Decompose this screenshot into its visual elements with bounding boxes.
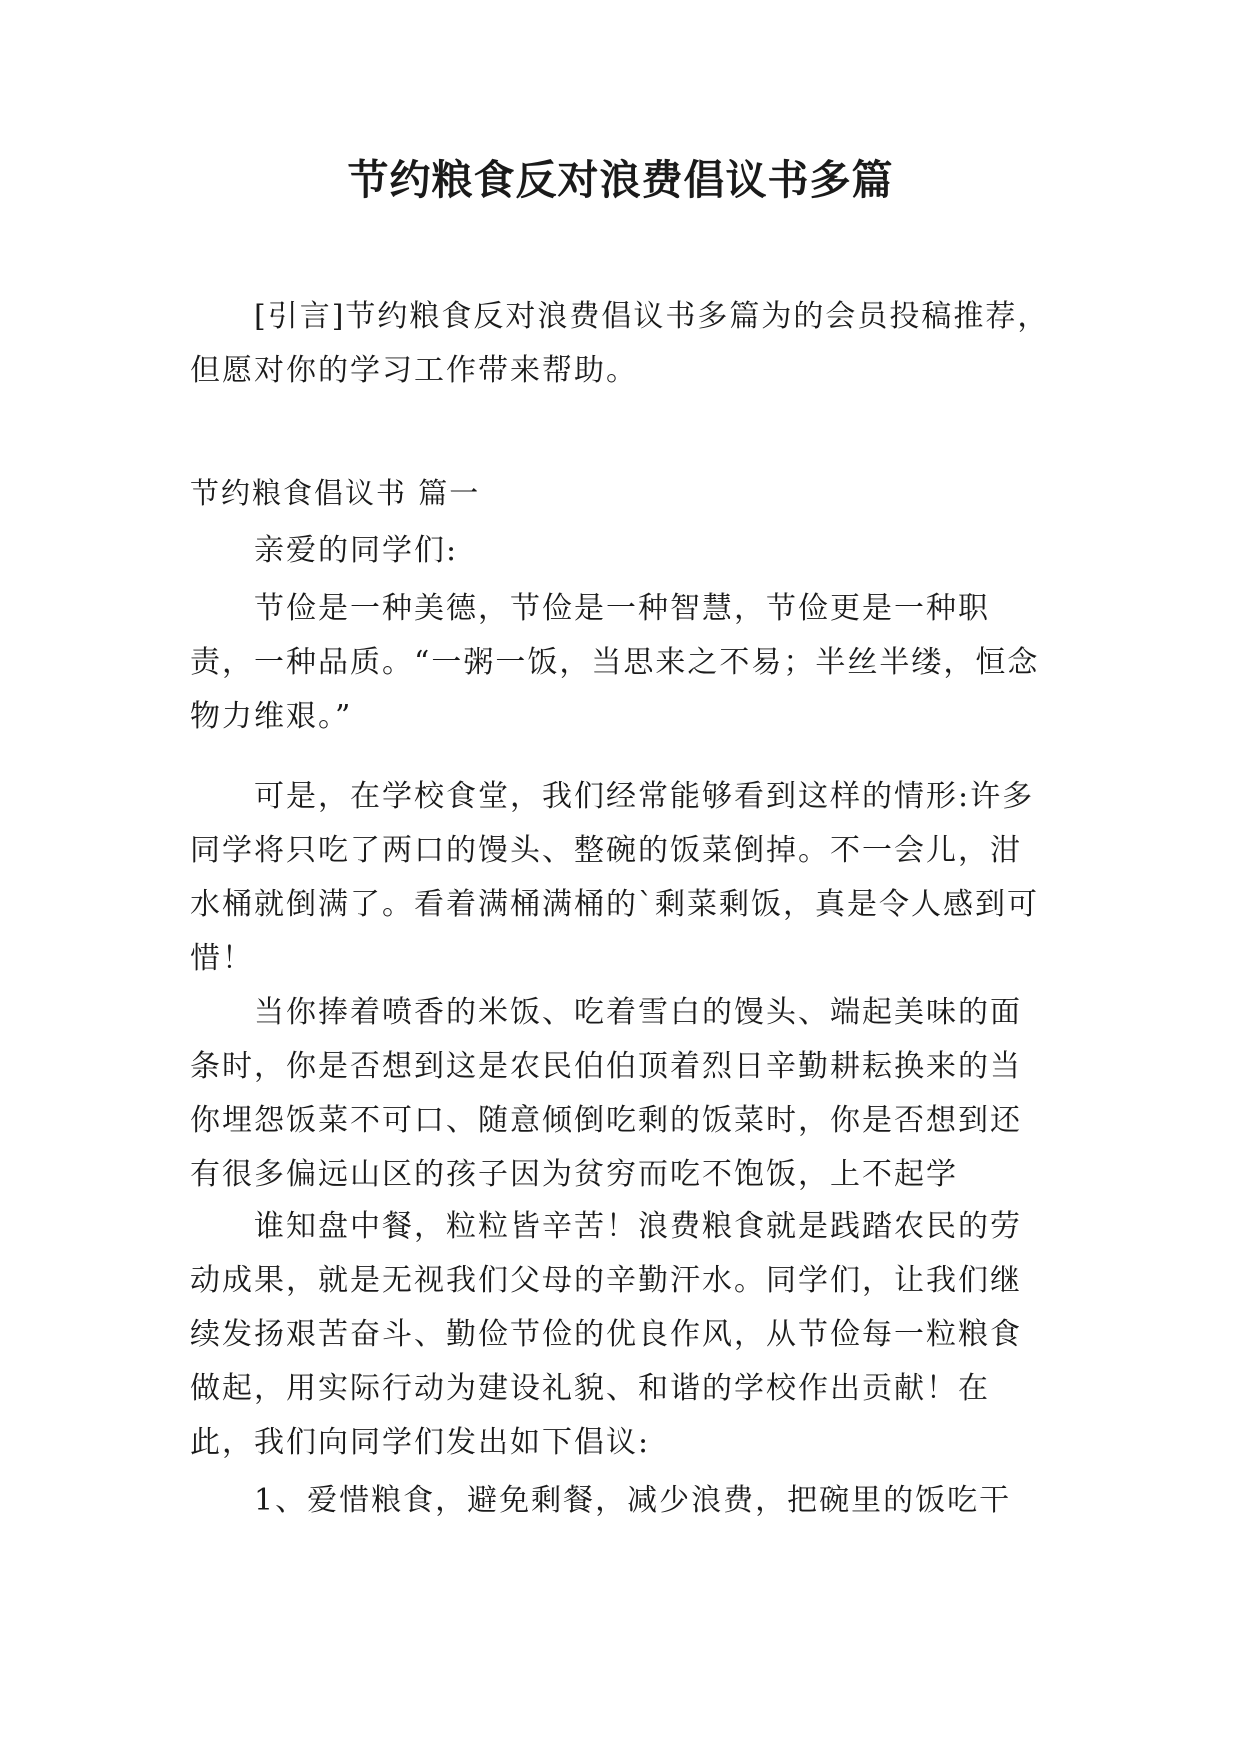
section-heading: 节约粮食倡议书 篇一 [190, 476, 481, 510]
body-paragraph: 当你捧着喷香的米饭、吃着雪白的馒头、端起美味的面条时，你是否想到这是农民伯伯顶着烈日辛勤耕耘换来的当你埋怨饭菜不可口、随意倾倒吃剩的饭菜时，你是否想到还有很多偏远山区的孩子因为贫穷而吃不饱饭，上不起学 [190, 995, 1022, 1192]
intro-paragraph: [引言]节约粮食反对浪费倡议书多篇为的会员投稿推荐，但愿对你的学习工作带来帮助。 [190, 299, 1050, 388]
body-paragraph: 谁知盘中餐，粒粒皆辛苦！浪费粮食就是践踏农民的劳动成果，就是无视我们父母的辛勤汗水。同学们，让我们继续发扬艰苦奋斗、勤俭节俭的优良作风，从节俭每一粒粮食做起，用实际行动为建设礼貌、和谐的学校作出贡献！在此，我们向同学们发出如下倡议: [190, 1209, 1022, 1460]
body-paragraph: 节俭是一种美德，节俭是一种智慧，节俭更是一种职责，一种品质。“一粥一饭，当思来之不易；半丝半缕，恒念物力维艰。” [190, 591, 1040, 734]
body-paragraph: 可是，在学校食堂，我们经常能够看到这样的情形:许多同学将只吃了两口的馒头、整碗的饭菜倒掉。不一会儿，泔水桶就倒满了。看着满桶满桶的`剩菜剩饭，真是令人感到可惜！ [190, 779, 1039, 976]
list-item: 1、爱惜粮食，避免剩餐，减少浪费，把碗里的饭吃干 [254, 1483, 1012, 1518]
document-title: 节约粮食反对浪费倡议书多篇 [347, 156, 894, 204]
salutation: 亲爱的同学们: [254, 533, 459, 568]
